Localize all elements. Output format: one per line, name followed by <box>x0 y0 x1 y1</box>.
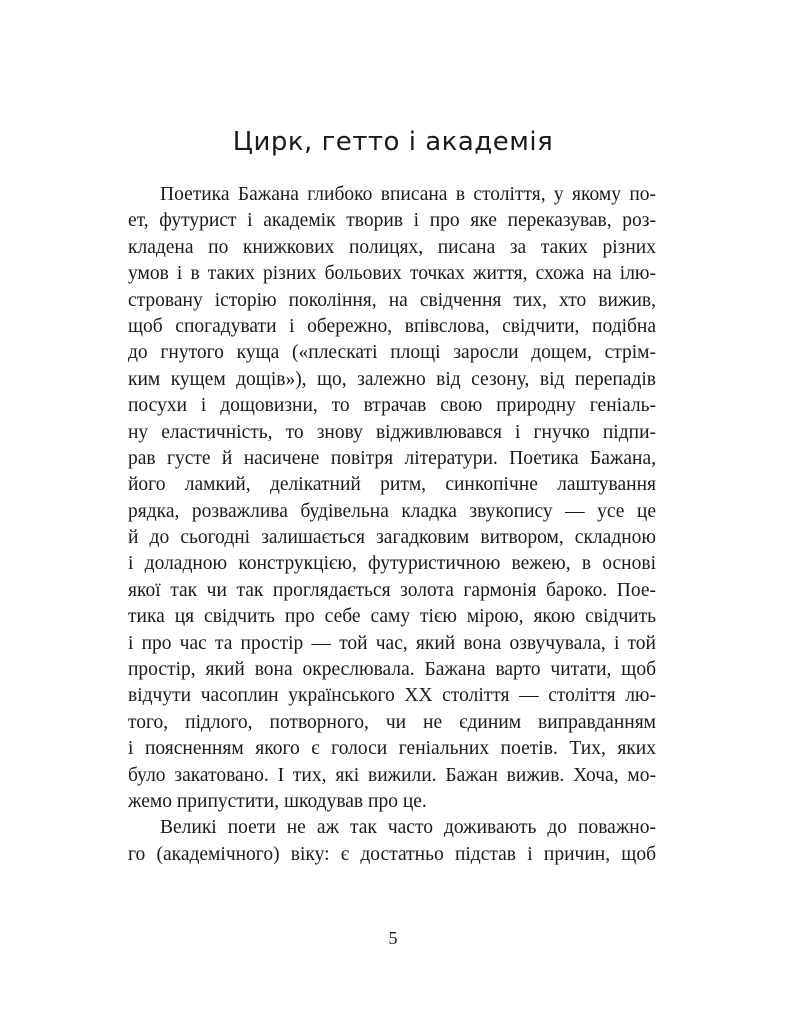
text-line: Великі поети не аж так часто доживають до поважно- <box>160 817 656 839</box>
text-line: і доладною конструкцією, футуристичною вежею, в основі <box>128 553 656 575</box>
paragraph-1 <box>128 182 656 815</box>
text-line: ну еластичність, то знову відживлювався і гнучко підпи- <box>128 421 656 443</box>
text-line: кладена по книжкових полицях, писана за таких різних <box>128 236 656 258</box>
text-line: щоб спогадувати і обережно, впівслова, свідчити, подібна <box>128 315 656 337</box>
text-line: рав густе й насичене повітря літератури. Поетика Бажана, <box>128 447 656 469</box>
text-line: до гнутого куща («плескаті площі заросли дощем, стрім- <box>128 342 656 364</box>
text-line: було закатовано. І тих, які вижили. Бажан вижив. Хоча, мо- <box>128 764 656 786</box>
text-line: стровану історію покоління, на свідчення тих, хто вижив, <box>128 289 656 311</box>
paragraph-2 <box>128 815 656 868</box>
text-line: умов і в таких різних больових точках життя, схожа на ілю- <box>128 263 656 285</box>
text-line: і поясненням якого є голоси геніальних поетів. Тих, яких <box>128 738 656 760</box>
text-line: посухи і дощовизни, то втрачав свою природну геніаль- <box>128 395 656 417</box>
text-line: го (академічного) віку: є достатньо підстав і причин, щоб <box>128 843 656 865</box>
text-line: тика ця свідчить про себе саму тією мірою, якою свідчить <box>128 606 656 628</box>
page-number: 5 <box>388 928 398 948</box>
text-line: рядка, розважлива будівельна кладка звукопису — усе це <box>128 500 656 522</box>
text-line: ет, футурист і академік творив і про яке переказував, роз- <box>128 210 656 232</box>
text-line: якої так чи так проглядається золота гармонія бароко. Пое- <box>128 579 656 601</box>
text-line: того, підлого, потворного, чи не єдиним виправданням <box>128 711 656 733</box>
text-line: ким кущем дощів»), що, залежно від сезону, від перепадів <box>128 368 656 390</box>
body-text <box>128 182 656 868</box>
text-line: відчути часоплин українського XX століття — століття лю- <box>128 685 656 707</box>
text-line: жемо припустити, шкодував про це. <box>128 790 427 812</box>
text-line: його ламкий, делікатний ритм, синкопічне лаштування <box>128 474 656 496</box>
text-line: і про час та простір — той час, який вона озвучувала, і той <box>128 632 656 654</box>
text-line: й до сьогодні залишається загадковим витвором, складною <box>128 527 656 549</box>
chapter-title: Цирк, гетто і академія <box>232 127 554 157</box>
text-line: Поетика Бажана глибоко вписана в століття, у якому по- <box>160 184 656 205</box>
text-line: простір, який вона окреслювала. Бажана варто читати, щоб <box>128 659 656 681</box>
